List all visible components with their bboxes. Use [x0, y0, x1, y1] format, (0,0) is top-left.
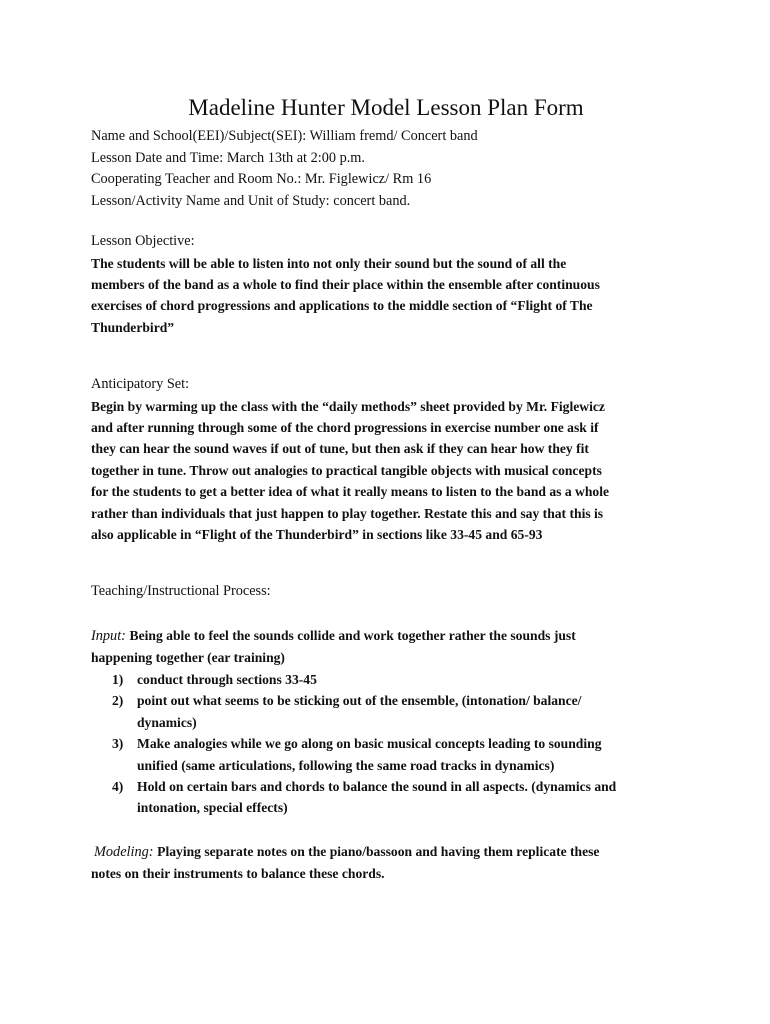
- step-number: 3): [112, 736, 124, 752]
- step-text: conduct through sections 33-45: [137, 671, 317, 687]
- objective-text-line: Thunderbird”: [91, 319, 175, 335]
- step-number: 2): [112, 693, 124, 709]
- list-item: [91, 733, 681, 776]
- header-line-teacher-room: Cooperating Teacher and Room No.: Mr. Figlewicz/ Rm 16: [91, 171, 432, 187]
- input-text-line: happening together (ear training): [91, 650, 285, 666]
- modeling-text-line: Playing separate notes on the piano/bassoon and having them replicate these: [157, 843, 600, 859]
- objective-label: Lesson Objective:: [91, 233, 195, 249]
- list-item: [91, 690, 681, 733]
- input-text-line: Being able to feel the sounds collide and work together rather the sounds just: [129, 627, 576, 643]
- objective-text-line: exercises of chord progressions and applications to the middle section of “Flight of The: [91, 298, 593, 314]
- step-number: 1): [112, 671, 124, 687]
- anticipatory-text-line: also applicable in “Flight of the Thunderbird” in sections like 33-45 and 65-93: [91, 527, 543, 543]
- anticipatory-section: [91, 374, 681, 545]
- teaching-label: Teaching/Instructional Process:: [91, 583, 271, 600]
- modeling-label: Modeling:: [94, 843, 154, 860]
- list-item: [91, 776, 681, 819]
- input-paragraph: [91, 625, 681, 648]
- anticipatory-label: Anticipatory Set:: [91, 376, 190, 393]
- step-text: unified (same articulations, following the same road tracks in dynamics): [137, 757, 555, 773]
- objective-section: [91, 231, 681, 338]
- step-text: Hold on certain bars and chords to balance the sound in all aspects. (dynamics and: [137, 778, 617, 794]
- header-line-date-time: Lesson Date and Time: March 13th at 2:00 p.m.: [91, 149, 365, 166]
- anticipatory-text-line: for the students to get a better idea of what it really means to listen to the band as a whole: [91, 484, 610, 500]
- teaching-section: [91, 581, 681, 884]
- step-text: point out what seems to be sticking out of the ensemble, (intonation/ balance/: [137, 693, 582, 709]
- modeling-text-line: notes on their instruments to balance these chords.: [91, 866, 385, 882]
- anticipatory-text-line: they can hear the sound waves if out of tune, but then ask if they can hear how they fit: [91, 441, 589, 457]
- steps-list: [91, 669, 681, 819]
- anticipatory-text-line: together in tune. Throw out analogies to practical tangible objects with musical concepts: [91, 462, 602, 478]
- header-line-name-school: Name and School(EEI)/Subject(SEI): William fremd/ Concert band: [91, 128, 478, 144]
- anticipatory-text-line: rather than individuals that just happen to play together. Restate this and say that this is: [91, 505, 604, 521]
- document-title: Madeline Hunter Model Lesson Plan Form: [188, 95, 584, 120]
- header-line-activity: Lesson/Activity Name and Unit of Study: concert band.: [91, 192, 411, 209]
- list-item: [91, 669, 681, 690]
- objective-text-line: The students will be able to listen into not only their sound but the sound of all the: [91, 255, 567, 271]
- step-number: 4): [112, 778, 124, 794]
- objective-text-line: members of the band as a whole to find their place within the ensemble after continuous: [91, 276, 600, 292]
- step-text: intonation, special effects): [137, 800, 288, 816]
- modeling-paragraph: [91, 841, 681, 864]
- header-info: [91, 126, 681, 212]
- document-page: [91, 92, 681, 885]
- anticipatory-text-line: Begin by warming up the class with the “daily methods” sheet provided by Mr. Figlewicz: [91, 398, 605, 414]
- step-text: dynamics): [137, 714, 197, 730]
- step-text: Make analogies while we go along on basic musical concepts leading to sounding: [137, 736, 602, 752]
- anticipatory-text-line: and after running through some of the chord progressions in exercise number one ask if: [91, 420, 599, 436]
- input-label: Input:: [91, 627, 126, 644]
